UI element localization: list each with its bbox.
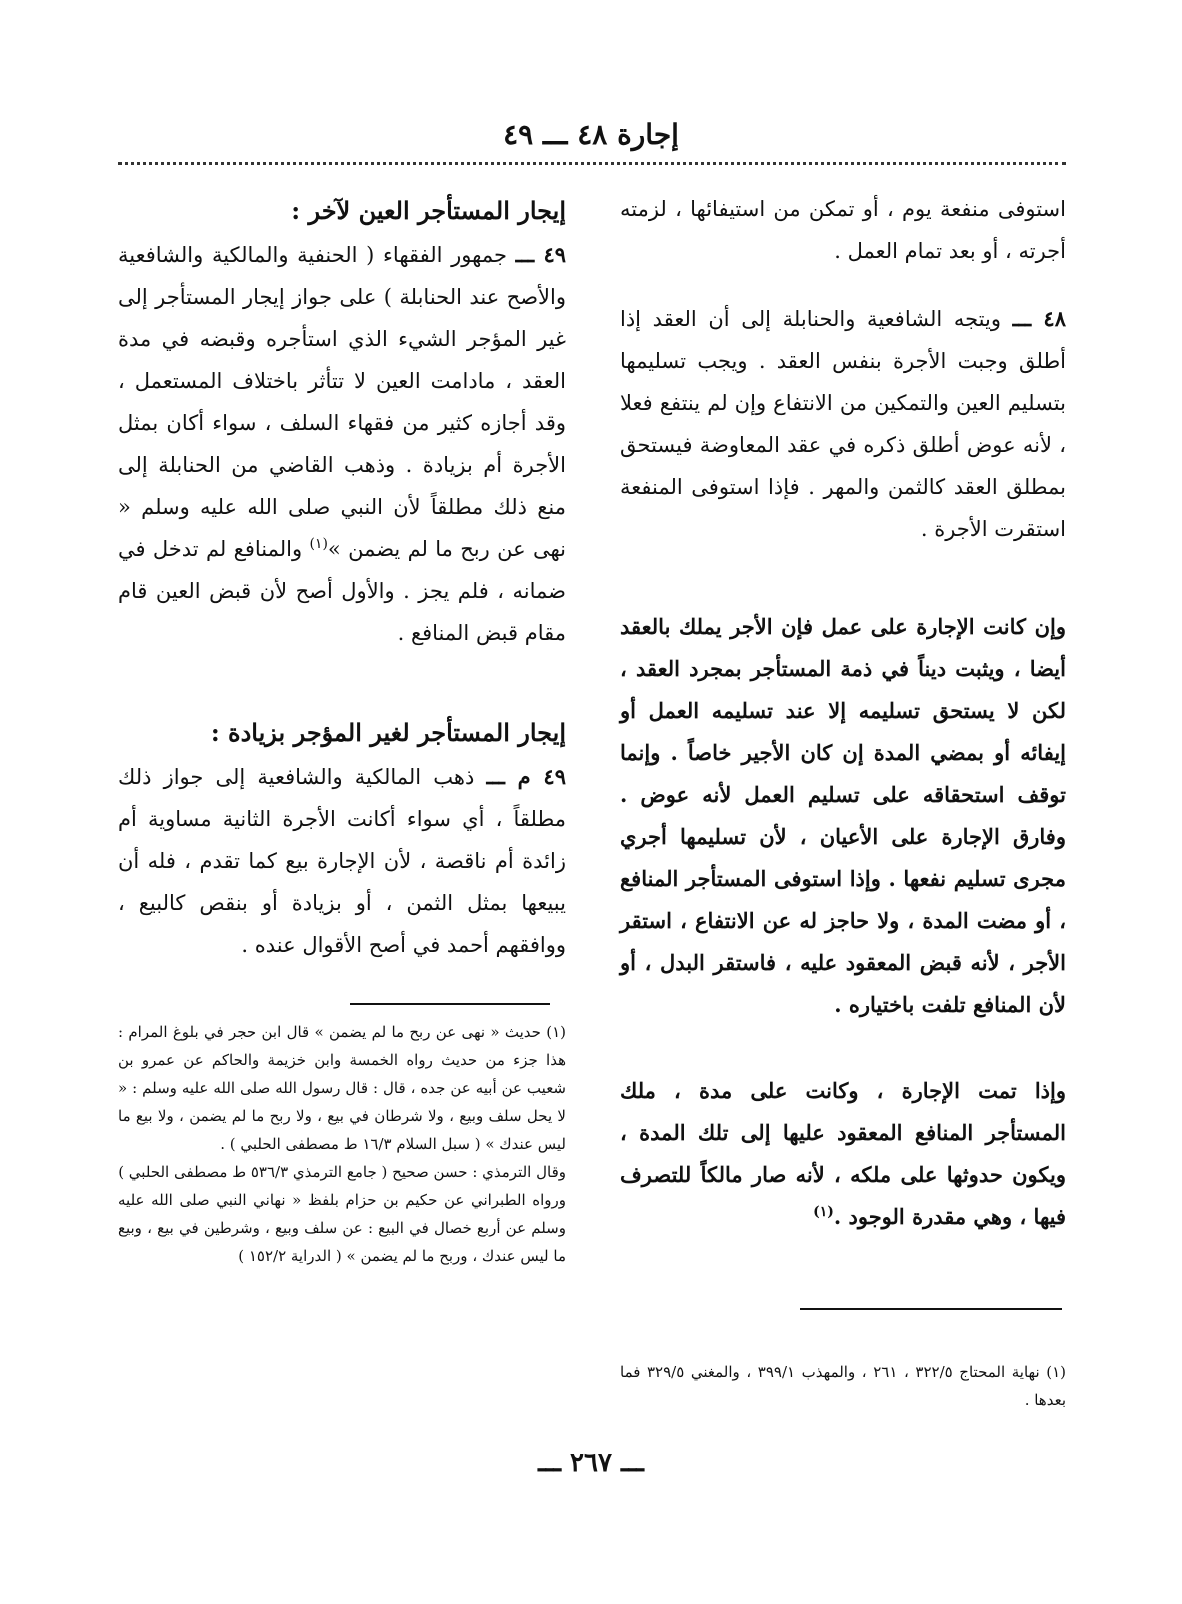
section-number-49m: ٤٩ م ـــ [486,764,566,789]
paragraph-48 [620,298,1066,550]
paragraph-49-tail: والمنافع لم تدخل في ضمانه ، فلم يجز . والأول أصح لأن قبض العين قام مقام قبض المنافع . [118,537,566,645]
left-column [118,188,566,966]
paragraph-continuation: استوفى منفعة يوم ، أو تمكن من استيفائها ، لزمته أجرته ، أو بعد تمام العمل . [620,197,1066,263]
paragraph-49m-text: ذهب المالكية والشافعية إلى جواز ذلك مطلقاً ، أي سواء أكانت الأجرة الثانية مساوية أم زائدة أم ناقصة ، لأن الإجارة بيع كما تقدم ، فله أن يبيعها بمثل الثمن ، أو بزيادة أو بنقص كالبيع ، ووافقهم أحمد في أصح الأقوال عنده . [118,765,566,957]
right-column [620,188,1066,1238]
footnotes-left [118,1018,566,1270]
footnote-1-right: (١) نهاية المحتاج ٣٢٢/٥ ، ٢٦١ ، والمهذب ٣٩٩/١ ، والمغني ٣٢٩/٥ فما بعدها . [620,1363,1066,1409]
page-header-title: إجارة ٤٨ ـــ ٤٩ [503,118,679,151]
footnote-rule-right [800,1308,1062,1310]
paragraph-work-wage: وإن كانت الإجارة على عمل فإن الأجر يملك بالعقد أيضا ، ويثبت ديناً في ذمة المستأجر بمجرد العقد ، لكن لا يستحق تسليمه إلا عند تسليمه العمل أو إيفائه أو بمضي المدة إن كان الأجير خاصاً . وإنما توقف استحقاقه على تسليم العمل لأنه عوض . وفارق الإجارة على الأعيان ، لأن تسليمها أجري مجرى تسليم نفعها . وإذا استوفى المستأجر المنافع ، أو مضت المدة ، ولا حاجز له عن الانتفاع ، استقر الأجر ، لأنه قبض المعقود عليه ، فاستقر البدل ، أو لأن المنافع تلفت باختياره . [620,614,1066,1017]
heading-sublease-increase: إيجار المستأجر لغير المؤجر بزيادة : [210,718,566,747]
paragraph-duration [620,1070,1066,1238]
footnote-ref: (١) [813,1204,834,1220]
paragraph-49-text: جمهور الفقهاء ( الحنفية والمالكية والشافعية والأصح عند الحنابلة ) على جواز إيجار المستأجر إلى غير المؤجر الشيء الذي استأجره وقبضه في مدة العقد ، مادامت العين لا تتأثر باختلاف المستعمل ، وقد أجازه كثير من فقهاء السلف ، سواء أكان بمثل الأجرة أم بزيادة . وذهب القاضي من الحنابلة إلى منع ذلك مطلقاً لأن النبي صلى الله عليه وسلم « نهى عن ربح ما لم يضمن » [118,243,566,561]
paragraph-duration-text: وإذا تمت الإجارة ، وكانت على مدة ، ملك المستأجر المنافع المعقود عليها إلى تلك المدة ، ويكون حدوثها على ملكه ، لأنه صار مالكاً للتصرف فيها ، وهي مقدرة الوجود . [620,1078,1066,1229]
page-number: ـــ ٢٦٧ ـــ [538,1448,644,1478]
heading-sublease: إيجار المستأجر العين لآخر : [291,196,566,225]
footnote-ref: (١) [309,536,328,552]
paragraph-48-text: ويتجه الشافعية والحنابلة إلى أن العقد إذا أطلق وجبت الأجرة بنفس العقد . ويجب تسليمها بتسليم العين والتمكين من الانتفاع وإن لم ينتفع فعلا ، لأنه عوض أطلق ذكره في عقد المعاوضة فيستحق بمطلق العقد كالثمن والمهر . فإذا استوفى المنفعة استقرت الأجرة . [620,307,1066,541]
footnote-rule-left [350,1003,550,1005]
section-number-49: ٤٩ ـــ [515,242,566,267]
footnote-1-left-tirmidhi: وقال الترمذي : حسن صحيح ( جامع الترمذي ٥٣٦/٣ ط مصطفى الحلبي ) [118,1163,566,1181]
section-number-48: ٤٨ ـــ [1012,306,1066,331]
paragraph-49m [118,756,566,966]
footnotes-right [620,1358,1066,1414]
paragraph-49 [118,234,566,654]
footnote-1-left-tabarani: ورواه الطبراني عن حكيم بن حزام بلفظ « نهاني النبي صلى الله عليه وسلم عن أربع خصال في البيع : عن سلف وبيع ، وشرطين في بيع ، وبيع ما ليس عندك ، وربح ما لم يضمن » ( الدراية ١٥٢/٢ ) [118,1191,566,1265]
footnote-1-left: (١) حديث « نهى عن ربح ما لم يضمن » قال ابن حجر في بلوغ المرام : هذا جزء من حديث رواه الخمسة وابن خزيمة والحاكم عن عمرو بن شعيب عن أبيه عن جده ، قال : قال رسول الله صلى الله عليه وسلم : « لا يحل سلف وبيع ، ولا شرطان في بيع ، ولا ربح ما لم يضمن ، ولا بيع ما ليس عندك » ( سبل السلام ١٦/٣ ط مصطفى الحلبي ) . [118,1023,566,1153]
header-dotted-rule [118,162,1066,165]
